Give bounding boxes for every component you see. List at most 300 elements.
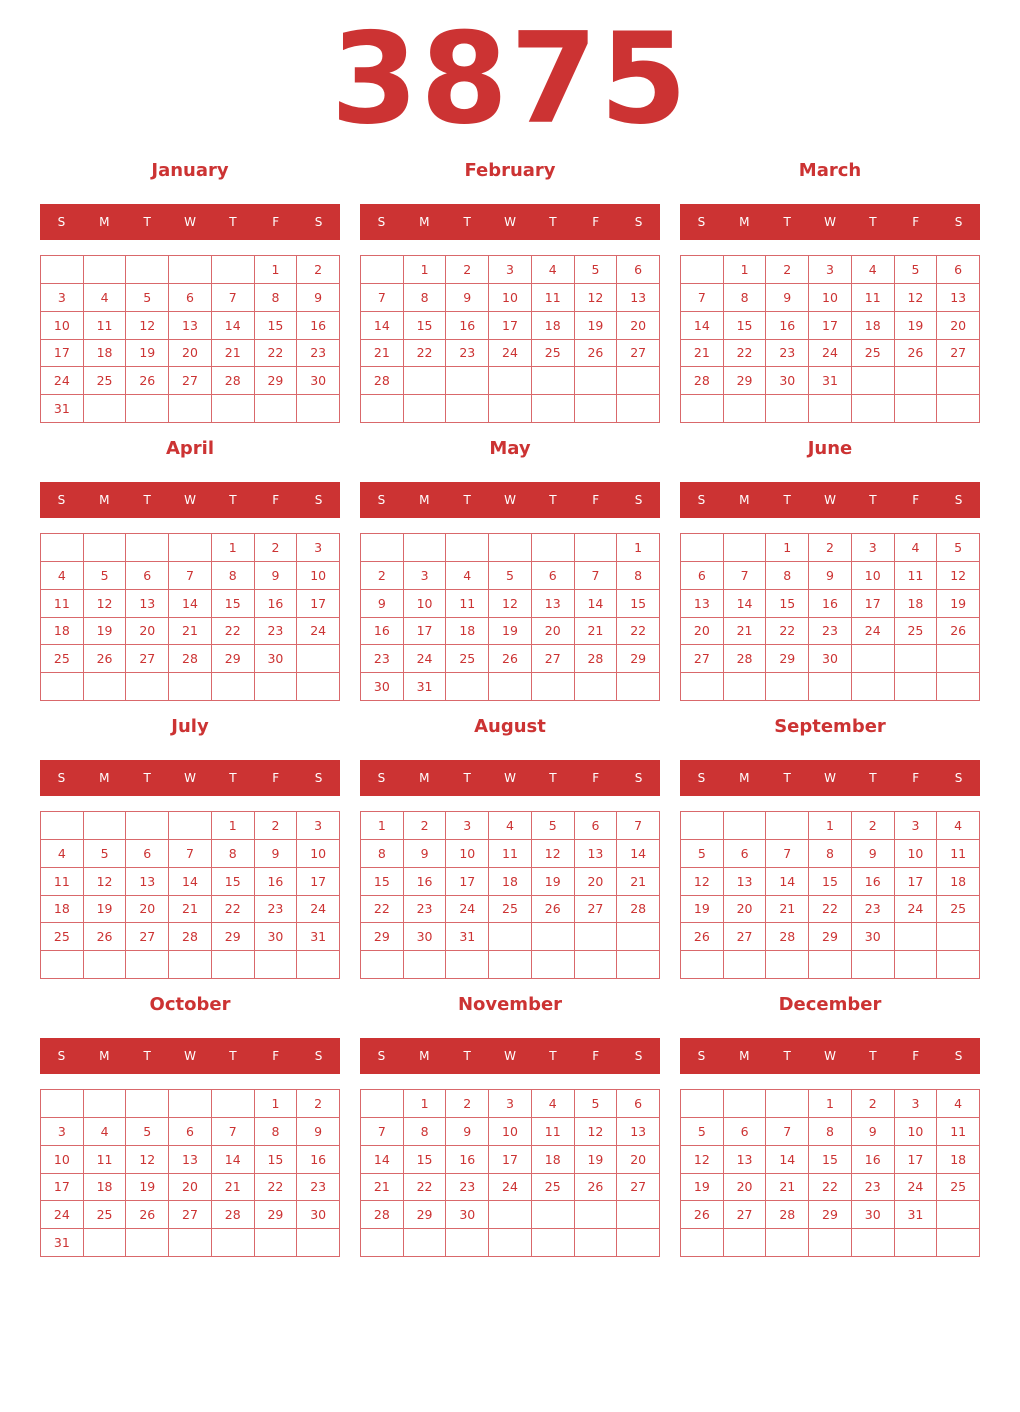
day-cell <box>361 951 404 979</box>
day-cell: 13 <box>724 1146 767 1174</box>
day-cell: 4 <box>532 256 575 284</box>
day-cell: 27 <box>126 645 169 673</box>
weekday-header <box>40 482 340 518</box>
day-cell: 14 <box>681 312 724 340</box>
month-june <box>680 434 980 704</box>
day-cell: 20 <box>532 618 575 646</box>
day-cell <box>255 1229 298 1257</box>
day-cell <box>446 395 489 423</box>
day-cell: 8 <box>404 1118 447 1146</box>
day-cell <box>84 812 127 840</box>
day-cell: 9 <box>852 1118 895 1146</box>
weekday-label: T <box>463 215 471 229</box>
day-cell: 14 <box>575 590 618 618</box>
day-cell: 9 <box>297 1118 340 1146</box>
weekday-label: F <box>272 1049 280 1063</box>
day-cell: 26 <box>575 340 618 368</box>
day-cell: 20 <box>724 896 767 924</box>
weekday-label: W <box>824 771 836 785</box>
day-cell: 2 <box>255 812 298 840</box>
weekday-label: T <box>549 1049 557 1063</box>
day-cell: 19 <box>575 1146 618 1174</box>
day-cell: 25 <box>532 340 575 368</box>
day-cell: 21 <box>766 1174 809 1202</box>
day-cell: 12 <box>681 1146 724 1174</box>
day-cell: 2 <box>404 812 447 840</box>
day-cell: 17 <box>489 1146 532 1174</box>
day-cell: 29 <box>212 645 255 673</box>
day-cell <box>169 395 212 423</box>
day-cell <box>617 951 660 979</box>
day-cell: 5 <box>532 812 575 840</box>
days-grid <box>40 1089 340 1257</box>
day-cell: 5 <box>84 562 127 590</box>
day-cell: 28 <box>212 1201 255 1229</box>
day-cell <box>169 1229 212 1257</box>
day-cell: 17 <box>41 340 84 368</box>
day-cell: 7 <box>766 1118 809 1146</box>
day-cell <box>489 534 532 562</box>
weekday-label: W <box>184 215 196 229</box>
day-cell <box>681 1090 724 1118</box>
day-cell <box>446 951 489 979</box>
day-cell: 1 <box>766 534 809 562</box>
day-cell <box>937 951 980 979</box>
day-cell: 20 <box>617 312 660 340</box>
day-cell <box>404 951 447 979</box>
month-april <box>40 434 340 704</box>
month-name: January <box>151 160 229 181</box>
day-cell <box>126 534 169 562</box>
day-cell <box>446 534 489 562</box>
day-cell: 16 <box>404 868 447 896</box>
day-cell <box>212 1229 255 1257</box>
day-cell <box>297 395 340 423</box>
day-cell: 16 <box>255 590 298 618</box>
day-cell: 25 <box>895 618 938 646</box>
weekday-header <box>360 482 660 518</box>
weekday-label: F <box>592 215 600 229</box>
month-november <box>360 990 660 1260</box>
day-cell: 21 <box>617 868 660 896</box>
day-cell <box>41 534 84 562</box>
day-cell: 29 <box>766 645 809 673</box>
day-cell <box>532 951 575 979</box>
day-cell: 15 <box>404 312 447 340</box>
day-cell: 23 <box>852 896 895 924</box>
days-grid <box>680 811 980 979</box>
weekday-label: T <box>143 493 151 507</box>
day-cell: 11 <box>937 840 980 868</box>
day-cell: 3 <box>446 812 489 840</box>
day-cell: 2 <box>852 1090 895 1118</box>
day-cell: 29 <box>361 923 404 951</box>
day-cell <box>532 367 575 395</box>
month-name: June <box>807 438 853 459</box>
day-cell: 22 <box>809 1174 852 1202</box>
day-cell <box>126 395 169 423</box>
day-cell: 23 <box>255 618 298 646</box>
day-cell <box>84 395 127 423</box>
day-cell: 31 <box>895 1201 938 1229</box>
day-cell: 30 <box>852 923 895 951</box>
weekday-label: W <box>184 1049 196 1063</box>
day-cell: 21 <box>169 618 212 646</box>
month-name: March <box>798 160 862 181</box>
day-cell: 22 <box>212 618 255 646</box>
day-cell: 21 <box>361 1174 404 1202</box>
day-cell: 15 <box>361 868 404 896</box>
day-cell <box>895 951 938 979</box>
day-cell: 22 <box>617 618 660 646</box>
day-cell <box>255 395 298 423</box>
day-cell <box>895 1229 938 1257</box>
day-cell: 11 <box>532 284 575 312</box>
day-cell: 20 <box>126 618 169 646</box>
month-december <box>680 990 980 1260</box>
weekday-label: T <box>869 493 877 507</box>
day-cell: 8 <box>212 840 255 868</box>
day-cell: 28 <box>575 645 618 673</box>
weekday-label: S <box>634 215 643 229</box>
day-cell <box>532 1229 575 1257</box>
day-cell: 17 <box>297 590 340 618</box>
day-cell: 19 <box>532 868 575 896</box>
day-cell <box>895 395 938 423</box>
day-cell: 27 <box>724 923 767 951</box>
day-cell: 2 <box>809 534 852 562</box>
day-cell: 6 <box>126 840 169 868</box>
day-cell: 7 <box>212 284 255 312</box>
day-cell: 11 <box>895 562 938 590</box>
day-cell: 28 <box>212 367 255 395</box>
day-cell: 10 <box>852 562 895 590</box>
month-may <box>360 434 660 704</box>
days-grid <box>360 1089 660 1257</box>
day-cell: 26 <box>575 1174 618 1202</box>
day-cell: 12 <box>681 868 724 896</box>
weekday-label: F <box>912 493 920 507</box>
day-cell: 2 <box>297 1090 340 1118</box>
day-cell: 23 <box>446 340 489 368</box>
weekday-label: S <box>57 1049 66 1063</box>
day-cell <box>766 395 809 423</box>
day-cell: 9 <box>446 284 489 312</box>
day-cell: 21 <box>724 618 767 646</box>
day-cell: 29 <box>404 1201 447 1229</box>
day-cell: 19 <box>84 896 127 924</box>
day-cell <box>489 951 532 979</box>
day-cell: 26 <box>126 367 169 395</box>
day-cell <box>681 951 724 979</box>
day-cell: 1 <box>212 812 255 840</box>
day-cell <box>852 1229 895 1257</box>
day-cell: 13 <box>617 284 660 312</box>
day-cell <box>126 256 169 284</box>
day-cell: 4 <box>489 812 532 840</box>
day-cell <box>766 1229 809 1257</box>
weekday-label: M <box>419 215 430 229</box>
day-cell <box>489 395 532 423</box>
day-cell: 6 <box>575 812 618 840</box>
day-cell: 22 <box>361 896 404 924</box>
weekday-header <box>360 204 660 240</box>
day-cell <box>617 673 660 701</box>
days-grid <box>40 811 340 979</box>
weekday-label: S <box>697 493 706 507</box>
day-cell <box>575 1229 618 1257</box>
day-cell: 14 <box>361 312 404 340</box>
day-cell <box>489 923 532 951</box>
day-cell: 13 <box>575 840 618 868</box>
month-name: February <box>464 160 556 181</box>
weekday-label: F <box>912 215 920 229</box>
day-cell: 13 <box>126 590 169 618</box>
day-cell: 13 <box>169 312 212 340</box>
day-cell: 24 <box>41 1201 84 1229</box>
day-cell: 14 <box>212 312 255 340</box>
day-cell: 12 <box>575 1118 618 1146</box>
day-cell <box>724 1090 767 1118</box>
day-cell: 22 <box>809 896 852 924</box>
day-cell: 20 <box>681 618 724 646</box>
day-cell: 23 <box>255 896 298 924</box>
day-cell: 25 <box>446 645 489 673</box>
day-cell: 27 <box>937 340 980 368</box>
day-cell <box>255 673 298 701</box>
day-cell: 10 <box>809 284 852 312</box>
day-cell <box>126 1090 169 1118</box>
day-cell <box>681 256 724 284</box>
day-cell: 29 <box>617 645 660 673</box>
day-cell: 20 <box>724 1174 767 1202</box>
day-cell: 7 <box>361 284 404 312</box>
day-cell: 18 <box>895 590 938 618</box>
day-cell: 11 <box>84 1146 127 1174</box>
day-cell <box>532 923 575 951</box>
day-cell <box>852 673 895 701</box>
day-cell: 28 <box>169 923 212 951</box>
day-cell: 30 <box>255 923 298 951</box>
day-cell: 31 <box>41 395 84 423</box>
day-cell: 11 <box>532 1118 575 1146</box>
day-cell: 6 <box>617 256 660 284</box>
day-cell <box>41 812 84 840</box>
day-cell: 11 <box>84 312 127 340</box>
day-cell: 10 <box>446 840 489 868</box>
day-cell: 8 <box>724 284 767 312</box>
day-cell: 28 <box>361 367 404 395</box>
day-cell: 15 <box>255 1146 298 1174</box>
day-cell: 26 <box>937 618 980 646</box>
day-cell: 24 <box>489 1174 532 1202</box>
day-cell: 30 <box>297 1201 340 1229</box>
weekday-label: M <box>739 1049 750 1063</box>
day-cell <box>212 1090 255 1118</box>
day-cell: 17 <box>852 590 895 618</box>
day-cell <box>937 367 980 395</box>
day-cell: 8 <box>766 562 809 590</box>
day-cell <box>489 1201 532 1229</box>
day-cell: 17 <box>41 1174 84 1202</box>
day-cell: 25 <box>852 340 895 368</box>
day-cell: 15 <box>212 590 255 618</box>
day-cell: 11 <box>937 1118 980 1146</box>
day-cell: 19 <box>489 618 532 646</box>
day-cell: 9 <box>255 562 298 590</box>
day-cell: 6 <box>937 256 980 284</box>
weekday-label: T <box>229 215 237 229</box>
day-cell <box>84 256 127 284</box>
weekday-label: W <box>824 1049 836 1063</box>
weekday-label: F <box>272 215 280 229</box>
weekday-label: T <box>463 771 471 785</box>
day-cell: 16 <box>446 312 489 340</box>
day-cell <box>895 673 938 701</box>
day-cell: 1 <box>404 1090 447 1118</box>
day-cell: 22 <box>212 896 255 924</box>
day-cell: 9 <box>297 284 340 312</box>
weekday-label: M <box>99 771 110 785</box>
day-cell <box>809 951 852 979</box>
day-cell: 9 <box>446 1118 489 1146</box>
day-cell: 29 <box>724 367 767 395</box>
weekday-label: S <box>314 493 323 507</box>
day-cell: 7 <box>575 562 618 590</box>
day-cell: 18 <box>41 896 84 924</box>
day-cell: 5 <box>126 1118 169 1146</box>
day-cell: 4 <box>895 534 938 562</box>
day-cell: 18 <box>937 868 980 896</box>
day-cell <box>681 395 724 423</box>
month-september <box>680 712 980 982</box>
month-name: July <box>171 716 209 737</box>
day-cell <box>404 1229 447 1257</box>
month-october <box>40 990 340 1260</box>
day-cell: 15 <box>255 312 298 340</box>
day-cell: 7 <box>724 562 767 590</box>
weekday-label: F <box>912 771 920 785</box>
day-cell: 30 <box>361 673 404 701</box>
day-cell: 6 <box>169 284 212 312</box>
day-cell <box>852 395 895 423</box>
day-cell: 18 <box>937 1146 980 1174</box>
weekday-label: S <box>697 1049 706 1063</box>
day-cell: 7 <box>169 562 212 590</box>
day-cell: 10 <box>489 284 532 312</box>
day-cell: 13 <box>681 590 724 618</box>
day-cell: 3 <box>297 534 340 562</box>
day-cell: 16 <box>297 312 340 340</box>
day-cell <box>895 645 938 673</box>
day-cell: 15 <box>617 590 660 618</box>
day-cell: 3 <box>297 812 340 840</box>
day-cell: 14 <box>212 1146 255 1174</box>
weekday-label: W <box>504 771 516 785</box>
day-cell: 25 <box>532 1174 575 1202</box>
day-cell: 5 <box>575 256 618 284</box>
day-cell <box>41 256 84 284</box>
day-cell: 24 <box>809 340 852 368</box>
day-cell: 24 <box>489 340 532 368</box>
day-cell: 25 <box>84 1201 127 1229</box>
day-cell: 15 <box>809 868 852 896</box>
day-cell: 16 <box>361 618 404 646</box>
day-cell <box>937 1201 980 1229</box>
day-cell <box>84 534 127 562</box>
day-cell: 29 <box>809 1201 852 1229</box>
day-cell: 14 <box>766 1146 809 1174</box>
day-cell <box>852 645 895 673</box>
day-cell: 22 <box>255 1174 298 1202</box>
day-cell: 26 <box>681 923 724 951</box>
day-cell: 8 <box>617 562 660 590</box>
day-cell: 4 <box>84 1118 127 1146</box>
day-cell: 5 <box>937 534 980 562</box>
day-cell: 15 <box>809 1146 852 1174</box>
day-cell: 8 <box>361 840 404 868</box>
weekday-header <box>40 760 340 796</box>
day-cell: 13 <box>937 284 980 312</box>
month-name: October <box>149 994 231 1015</box>
day-cell <box>575 1201 618 1229</box>
day-cell: 19 <box>84 618 127 646</box>
day-cell: 28 <box>681 367 724 395</box>
day-cell <box>724 673 767 701</box>
day-cell: 11 <box>41 868 84 896</box>
day-cell: 17 <box>404 618 447 646</box>
day-cell: 13 <box>724 868 767 896</box>
day-cell <box>809 673 852 701</box>
day-cell: 3 <box>895 1090 938 1118</box>
day-cell: 16 <box>809 590 852 618</box>
day-cell: 27 <box>681 645 724 673</box>
day-cell: 24 <box>446 896 489 924</box>
day-cell <box>617 1201 660 1229</box>
day-cell <box>575 534 618 562</box>
day-cell: 17 <box>446 868 489 896</box>
day-cell: 15 <box>404 1146 447 1174</box>
day-cell: 19 <box>937 590 980 618</box>
day-cell: 18 <box>489 868 532 896</box>
day-cell: 9 <box>404 840 447 868</box>
day-cell: 3 <box>489 256 532 284</box>
day-cell: 6 <box>724 840 767 868</box>
weekday-label: S <box>377 1049 386 1063</box>
day-cell: 4 <box>446 562 489 590</box>
day-cell: 10 <box>41 312 84 340</box>
day-cell <box>297 645 340 673</box>
weekday-label: S <box>634 1049 643 1063</box>
weekday-label: T <box>143 1049 151 1063</box>
month-name: November <box>457 994 563 1015</box>
day-cell: 29 <box>212 923 255 951</box>
day-cell: 7 <box>681 284 724 312</box>
day-cell: 24 <box>895 1174 938 1202</box>
day-cell <box>766 951 809 979</box>
day-cell: 13 <box>169 1146 212 1174</box>
day-cell <box>212 673 255 701</box>
month-name: August <box>474 716 546 737</box>
day-cell: 1 <box>361 812 404 840</box>
day-cell: 4 <box>532 1090 575 1118</box>
day-cell <box>126 673 169 701</box>
day-cell: 26 <box>532 896 575 924</box>
day-cell <box>297 951 340 979</box>
days-grid <box>40 533 340 701</box>
day-cell: 26 <box>126 1201 169 1229</box>
day-cell: 8 <box>809 840 852 868</box>
